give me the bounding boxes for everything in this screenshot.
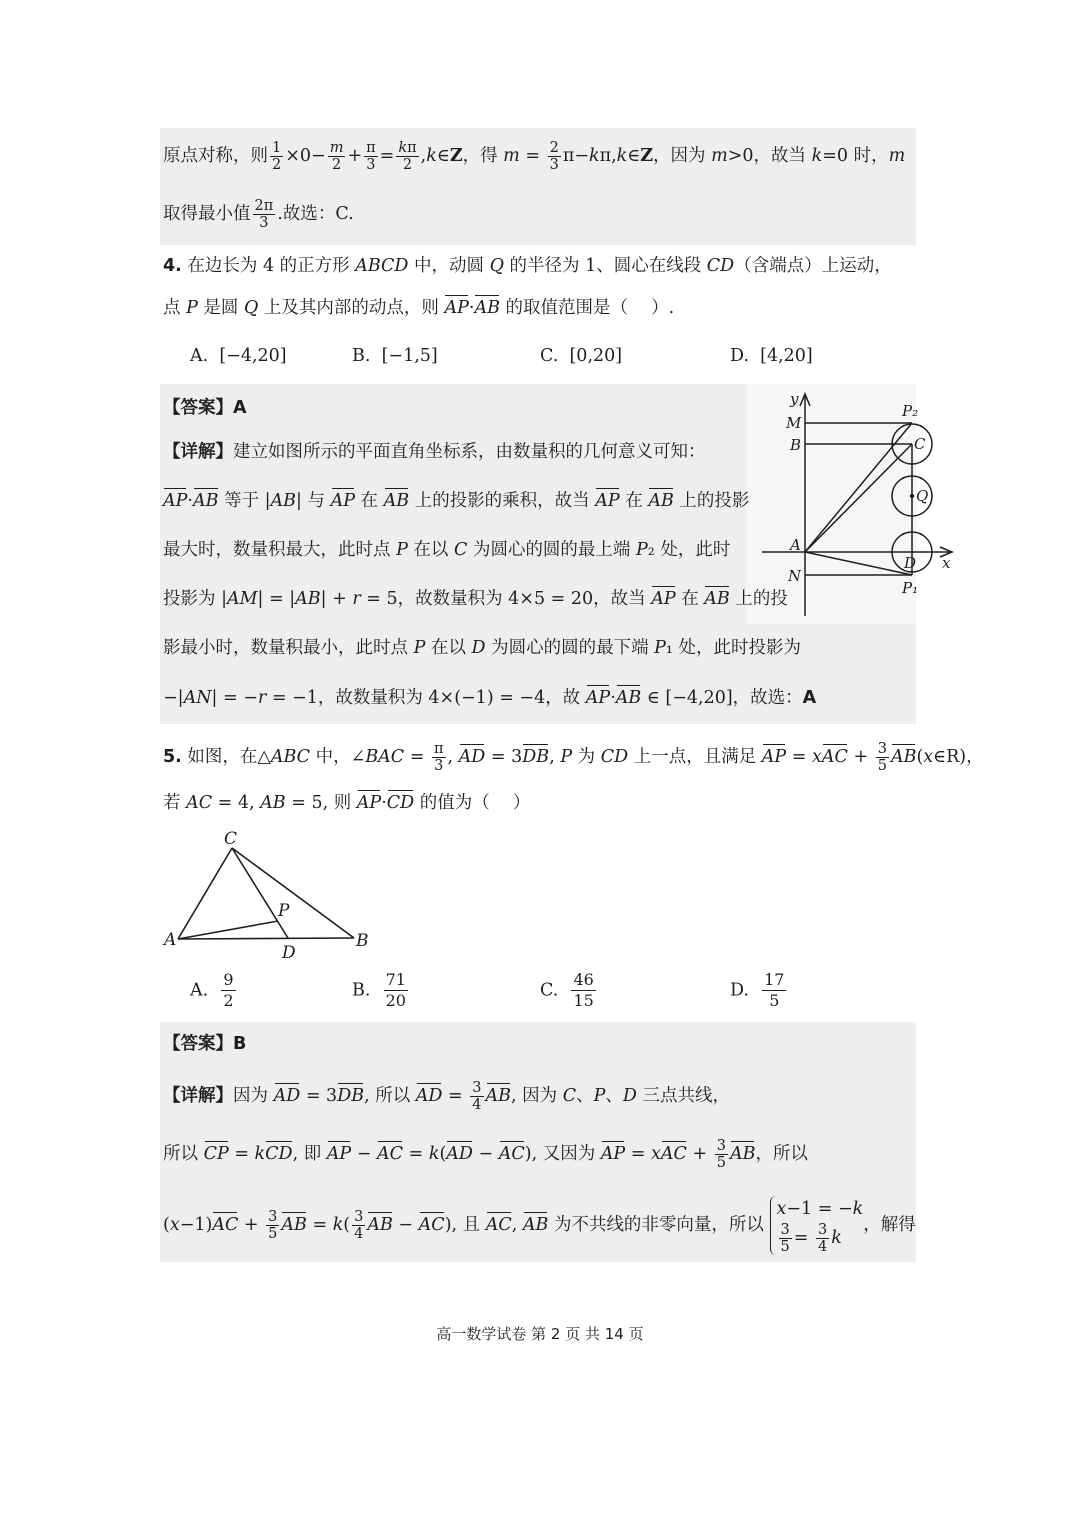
q4-detail-line-3: 最大时，数量积最大，此时点 P 在以 C 为圆心的圆的最上端 P₂ 处，此时: [163, 540, 731, 560]
q5-detail-line-1: 【详解】因为 AD = 3DB, 所以 AD = $\frac{3}{4}$ AB, 因为 C、P、D 三点共线，: [163, 1080, 730, 1113]
q4-detail-line-2: AP·AB 等于 |AB| 与 AP 在 AB 上的投影的乘积，故当 AP 在 AB 上的投影: [163, 491, 750, 511]
q5-option-a[interactable]: A. $\frac{9}{2}$: [190, 970, 234, 1010]
q4-detail-line-6: −|AN| = −r = −1，故数量积为 4×(−1) = −4，故 AP·AB ∈ [−4,20]，故选：A: [163, 688, 817, 708]
side-CB: [232, 848, 354, 938]
min-value-fraction: $\frac{2\pi}{3}$: [254, 198, 274, 231]
label-A: A: [164, 930, 177, 950]
q4-detail-line-5: 影最小时，数量积最小，此时点 P 在以 D 为圆心的圆的最下端 P₁ 处，此时投影为: [163, 638, 801, 658]
q5-option-d[interactable]: D. $\frac{17}{5}$: [730, 970, 785, 1010]
q4-stem-line-1: 4. 在边长为 4 的正方形 ABCD 中，动圆 Q 的半径为 1、圆心在线段 CD（含端点）上运动，: [163, 256, 892, 276]
q5-answer: 【答案】B: [163, 1034, 247, 1054]
side-AC: [178, 848, 232, 939]
q4-option-c[interactable]: C. [0,20]: [540, 346, 623, 366]
q4-option-a[interactable]: A. [−4,20]: [190, 346, 287, 366]
q4-option-b[interactable]: B. [−1,5]: [352, 346, 438, 366]
label-x: x: [942, 554, 951, 572]
label-D: D: [904, 554, 917, 572]
label-D: D: [282, 943, 296, 963]
segment-AP2: [805, 423, 912, 552]
label-y: y: [790, 390, 799, 408]
equation-system: x−1 = −k $\frac{3}{5}$ = $\frac{3}{4}$ k: [770, 1196, 864, 1255]
prev-solution-prefix: 取得最小值: [163, 204, 251, 224]
q5-option-b[interactable]: B. $\frac{71}{20}$: [352, 970, 406, 1010]
q5-option-c[interactable]: C. $\frac{46}{15}$: [540, 970, 594, 1010]
label-M: M: [786, 414, 802, 432]
side-AB: [178, 938, 354, 939]
segment-AC: [805, 444, 912, 552]
segment-AP: [178, 921, 278, 939]
q4-detail-line-1: 【详解】建立如图所示的平面直角坐标系，由数量积的几何意义可知：: [163, 442, 706, 462]
q5-detail-line-2: 所以 CP = kCD, 即 AP − AC = k(AD − AC), 又因为 AP = xAC + $\frac{3}{5}$ AB，所以: [163, 1138, 808, 1171]
q4-answer: 【答案】A: [163, 398, 247, 418]
prev-solution-line-1: 原点对称，则 $\frac{1}{2}$ ×0− $\frac{m}{2}$ + $\frac{\pi}{3}$ = $\frac{k\pi}{2}$ ,k∈Z，得 m = $\frac{2}{3}$ π−kπ,k∈Z，因为 m>0，故当 k=0 时，m: [163, 140, 906, 173]
q4-stem-line-2: 点 P 是圆 Q 上及其内部的动点，则 AP·AB 的取值范围是（ ）.: [163, 298, 675, 318]
label-C: C: [224, 829, 238, 849]
point-Q: [910, 494, 914, 498]
label-C: C: [914, 435, 926, 453]
q5-detail-line-3: (x−1)AC + $\frac{3}{5}$ AB = k( $\frac{3}{4}$ AB − AC), 且 AC, AB 为不共线的非零向量，所以 x−1 = −k $\frac{3}{5}$ = $\frac{3}{4}$ k ，解得: [163, 1196, 916, 1255]
q4-coordinate-figure: [752, 388, 962, 620]
q5-stem-line-1: 5. 如图，在△ABC 中，∠BAC = $\frac{\pi}{3}$ , AD = 3DB, P 为 CD 上一点，且满足 AP = xAC + $\frac{3}{5}$ AB(x∈R)，: [163, 741, 984, 774]
label-P2: P₂: [902, 402, 919, 420]
label-Q: Q: [916, 487, 929, 505]
label-B: B: [790, 436, 802, 454]
label-N: N: [788, 567, 802, 585]
label-P: P: [278, 901, 290, 921]
q4-detail-line-4: 投影为 |AM| = |AB| + r = 5，故数量积为 4×5 = 20，故当 AP 在 AB 上的投: [163, 589, 788, 609]
q5-triangle-figure: [160, 824, 380, 964]
label-A: A: [790, 536, 801, 554]
label-P1: P₁: [902, 579, 919, 597]
q4-option-d[interactable]: D. [4,20]: [730, 346, 813, 366]
prev-solution-line-2: [163, 198, 354, 231]
q5-stem-line-2: 若 AC = 4, AB = 5, 则 AP·CD 的值为（ ）: [163, 793, 531, 813]
page-footer: 高一数学试卷 第 2 页 共 14 页: [436, 1325, 644, 1343]
prev-solution-suffix: .故选：C.: [277, 204, 354, 224]
label-B: B: [356, 931, 369, 951]
